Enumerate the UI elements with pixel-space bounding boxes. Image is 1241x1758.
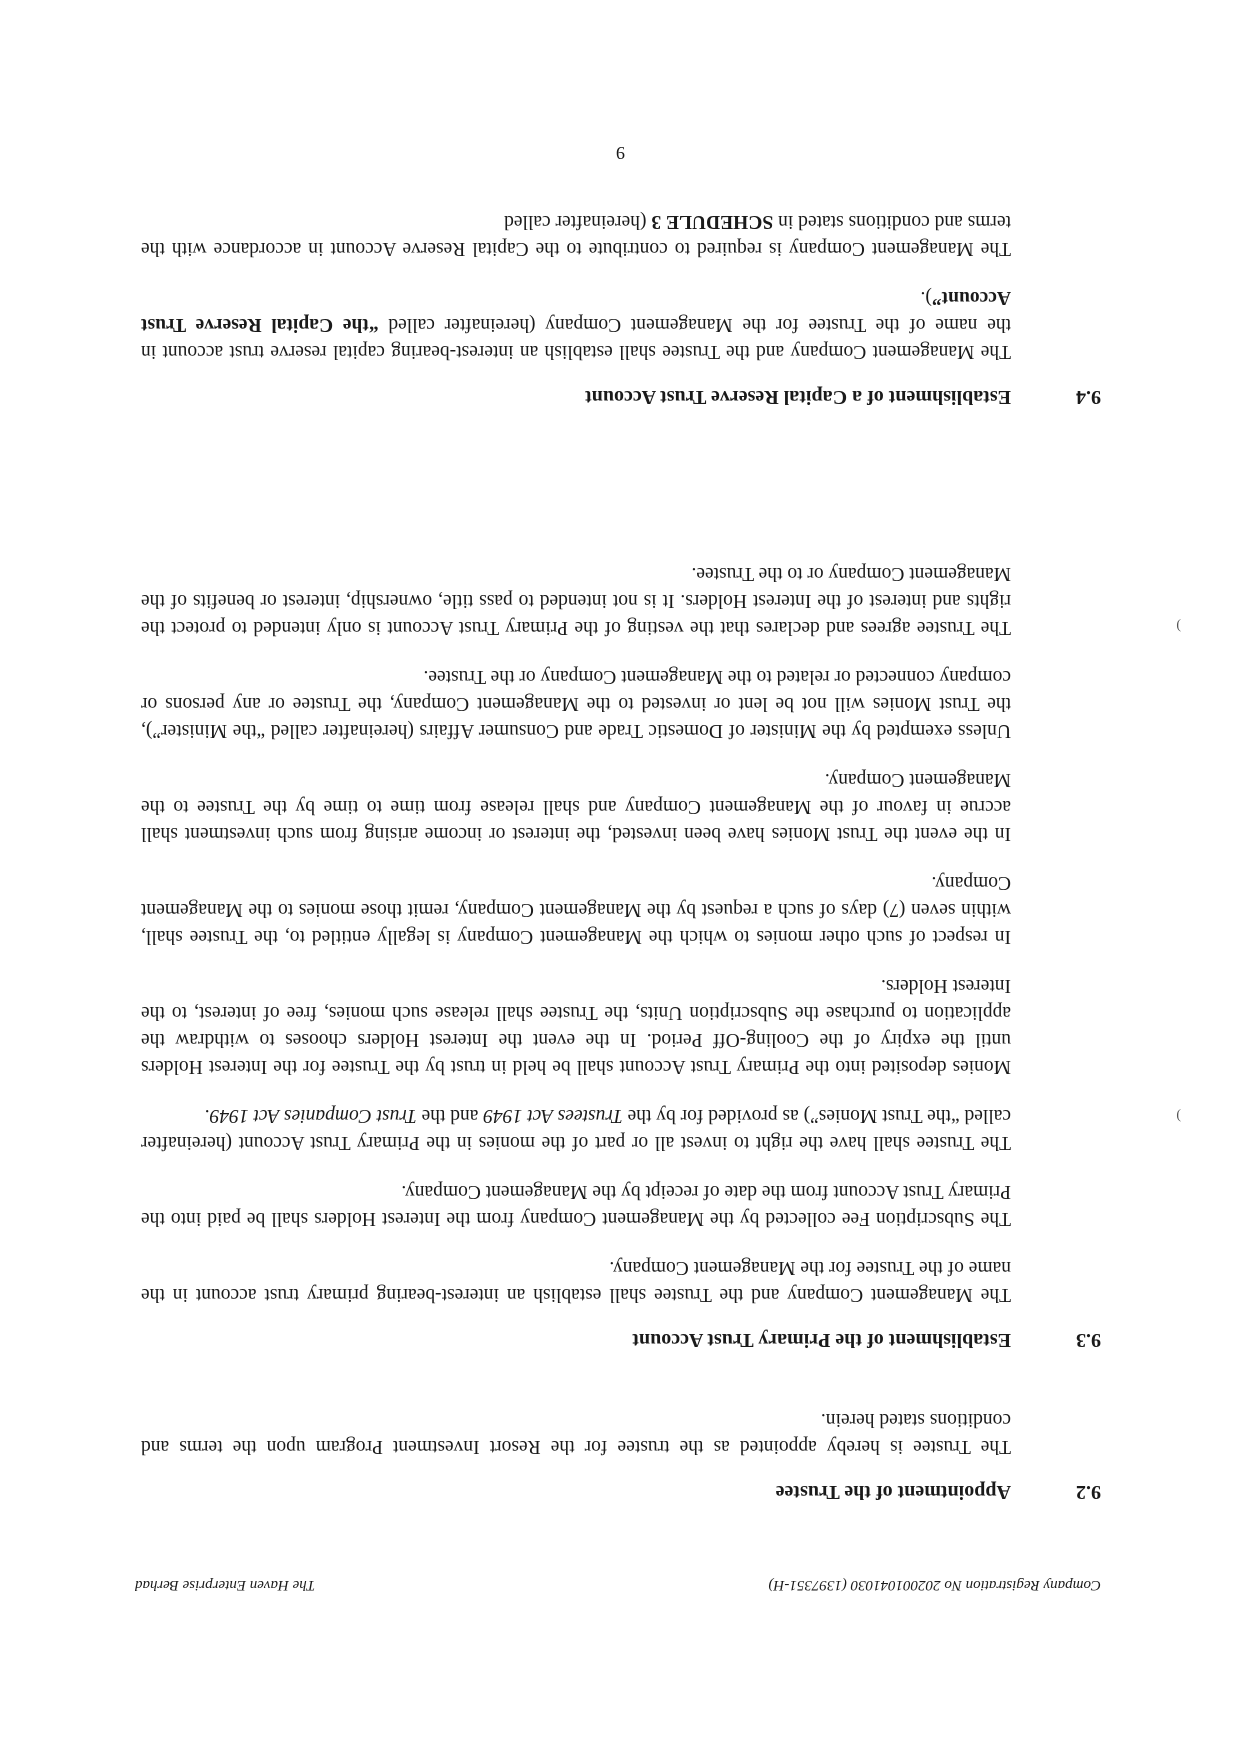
section-title: Appointment of the Trustee <box>775 1481 1011 1503</box>
margin-mark: ) <box>1176 1108 1181 1123</box>
section-title: Establishment of a Capital Reserve Trust Account <box>585 386 1011 408</box>
section-heading <box>141 1328 1101 1351</box>
company-name: The Haven Enterprise Berhad <box>135 1577 316 1593</box>
paragraph: The Subscription Fee collected by the Management Company from the Interest Holders shall be paid into the Primary Trust Account from the date of receipt by the Management Company. <box>141 1181 1011 1230</box>
page-number: 9 <box>616 143 625 163</box>
text: The Trustee shall have the right to invest all or part of the monies in the Primary Trust Account (hereinafter called “the Trust Monies”) as provided for by the <box>141 1105 1011 1154</box>
section-number: 9.2 <box>1076 1481 1101 1503</box>
section-9-4 <box>141 187 1101 409</box>
section-9-2 <box>141 1385 1101 1504</box>
paragraph: The Trustee agrees and declares that the vesting of the Primary Trust Account is only intended to protect the rights and interest of the Interest Holders. It is not intended to pass title, ownership, interest or benefits of the Management Company or to the Trustee. <box>141 563 1011 639</box>
paragraph <box>141 209 1011 263</box>
section-heading <box>141 1480 1101 1503</box>
section-title: Establishment of the Primary Trust Account <box>632 1329 1011 1351</box>
paragraph: The Management Company and the Trustee shall establish an interest-bearing primary trust account in the name of the Trustee for the Management Company. <box>141 1257 1011 1306</box>
paragraph: Unless exempted by the Minister of Domestic Trade and Consumer Affairs (hereinafter called “the Minister”), the Trust Monies will not be lent or invested to the Management Company, the Trustee or any persons or company connected or related to the Management Company or the Trustee. <box>141 666 1011 742</box>
page-header <box>135 1576 1101 1593</box>
defined-term: “the Capital Reserve Trust Account” <box>141 287 1011 336</box>
text: The Management Company and the Trustee shall establish an interest-bearing capital reserve trust account in the name of the Trustee for the Management Company (hereinafter called <box>141 314 1011 363</box>
section-heading <box>141 385 1101 408</box>
text: ). <box>920 287 932 309</box>
text: . <box>204 1105 210 1127</box>
text: (hereinafter called <box>504 211 652 233</box>
section-number: 9.3 <box>1076 1329 1101 1351</box>
paragraph: The Trustee is hereby appointed as the trustee for the Resort Investment Program upon the terms and conditions stated herein. <box>141 1409 1011 1458</box>
act-name: Trustees Act 1949 <box>483 1105 623 1127</box>
company-registration: Company Registration No 202001041030 (1397351-H) <box>768 1577 1101 1593</box>
act-name: Trust Companies Act 1949 <box>209 1105 417 1127</box>
text: The Management Company is required to contribute to the Capital Reserve Account in accordance with the terms and conditions stated in <box>141 211 1011 260</box>
schedule-reference: SCHEDULE 3 <box>651 211 774 233</box>
paragraph: In the event the Trust Monies have been invested, the interest or income arising from such investment shall accrue in favour of the Management Company and shall release from time to time by the Trustee to the Management Company. <box>141 769 1011 845</box>
text: and the <box>416 1105 484 1127</box>
section-9-3 <box>141 539 1101 1352</box>
section-number: 9.4 <box>1076 386 1101 408</box>
paragraph <box>141 1103 1011 1157</box>
paragraph <box>141 285 1011 366</box>
margin-mark: ) <box>1176 618 1181 633</box>
paragraph: Monies deposited into the Primary Trust Account shall be held in trust by the Trustee for the Interest Holders until the expiry of the Cooling-Off Period. In the event the Interest Holders chooses to withdraw the application to purchase the Subscription Units, the Trustee shall release such monies, free of interest, to the Interest Holders. <box>141 975 1011 1078</box>
paragraph: In respect of such other monies to which the Management Company is legally entitled to, the Trustee shall, within seven (7) days of such a request by the Management Company, remit those monies to the Management Company. <box>141 872 1011 948</box>
